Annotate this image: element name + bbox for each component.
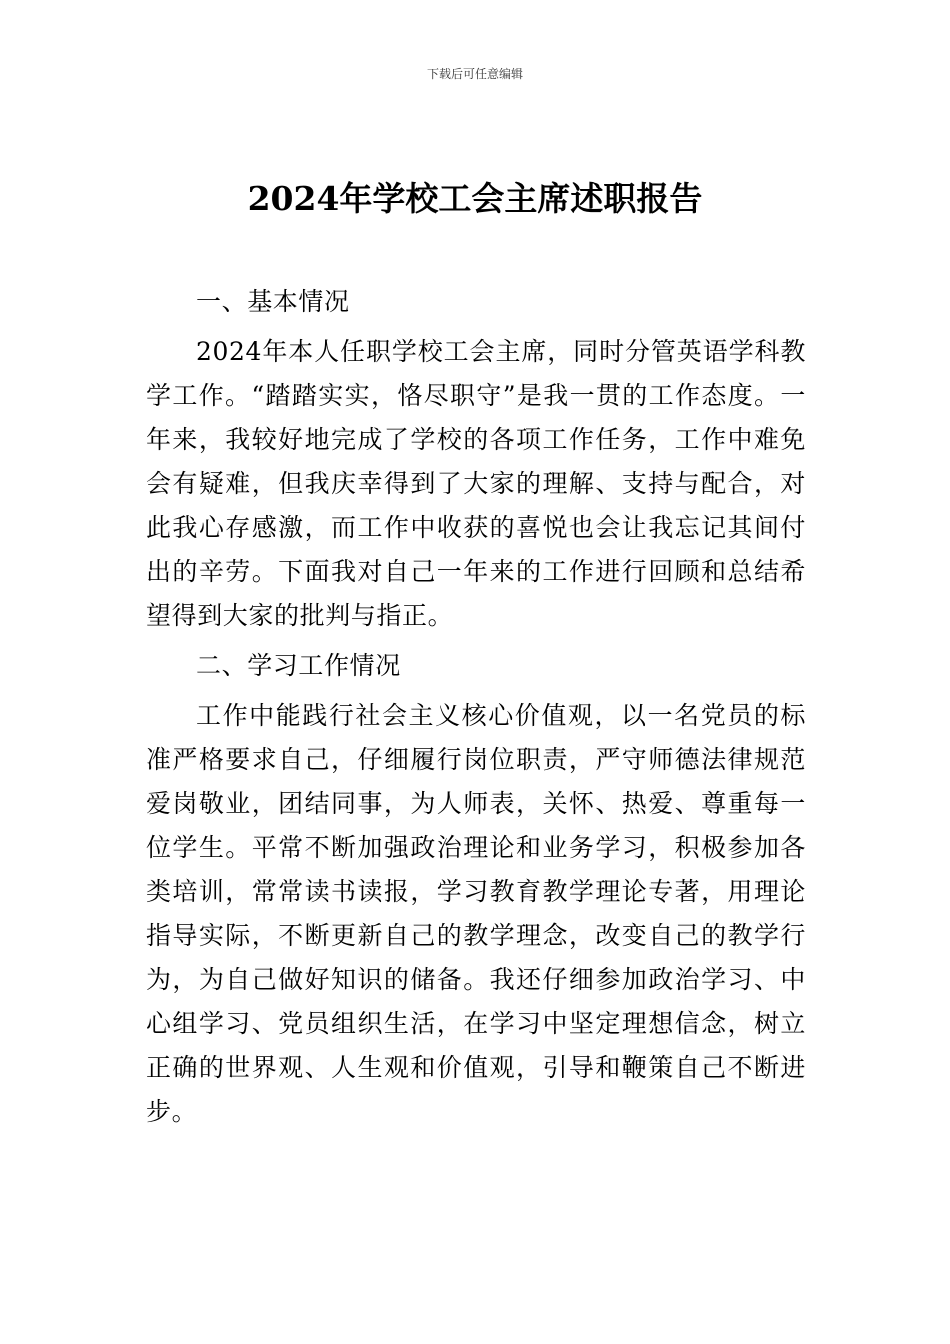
paragraph-basic-info: 2024年本人任职学校工会主席，同时分管英语学科教学工作。“踏踏实实，恪尽职守”是我一贯的工作态度。一年来，我较好地完成了学校的各项工作任务，工作中难免会有疑难，但我庆幸得到了大家的理解、支持与配合，对此我心存感激，而工作中收获的喜悦也会让我忘记其间付出的辛劳。下面我对自己一年来的工作进行回顾和总结希望得到大家的批判与指正。 <box>146 337 806 630</box>
section-heading-study-work: 二、学习工作情况 <box>196 651 401 680</box>
header-note: 下载后可任意编辑 <box>426 67 523 81</box>
section-heading-basic-info: 一、基本情况 <box>196 287 350 316</box>
document-title: 2024年学校工会主席述职报告 <box>247 179 703 218</box>
paragraph-study-work: 工作中能践行社会主义核心价值观，以一名党员的标准严格要求自己，仔细履行岗位职责，严守师德法律规范爱岗敬业，团结同事，为人师表，关怀、热爱、尊重每一位学生。平常不断加强政治理论和业务学习，积极参加各类培训，常常读书读报，学习教育教学理论专著，用理论指导实际，不断更新自己的教学理念，改变自己的教学行为，为自己做好知识的储备。我还仔细参加政治学习、中心组学习、党员组织生活，在学习中坚定理想信念，树立正确的世界观、人生观和价值观，引导和鞭策自己不断进步。 <box>146 701 806 1126</box>
document-body <box>146 280 806 1134</box>
